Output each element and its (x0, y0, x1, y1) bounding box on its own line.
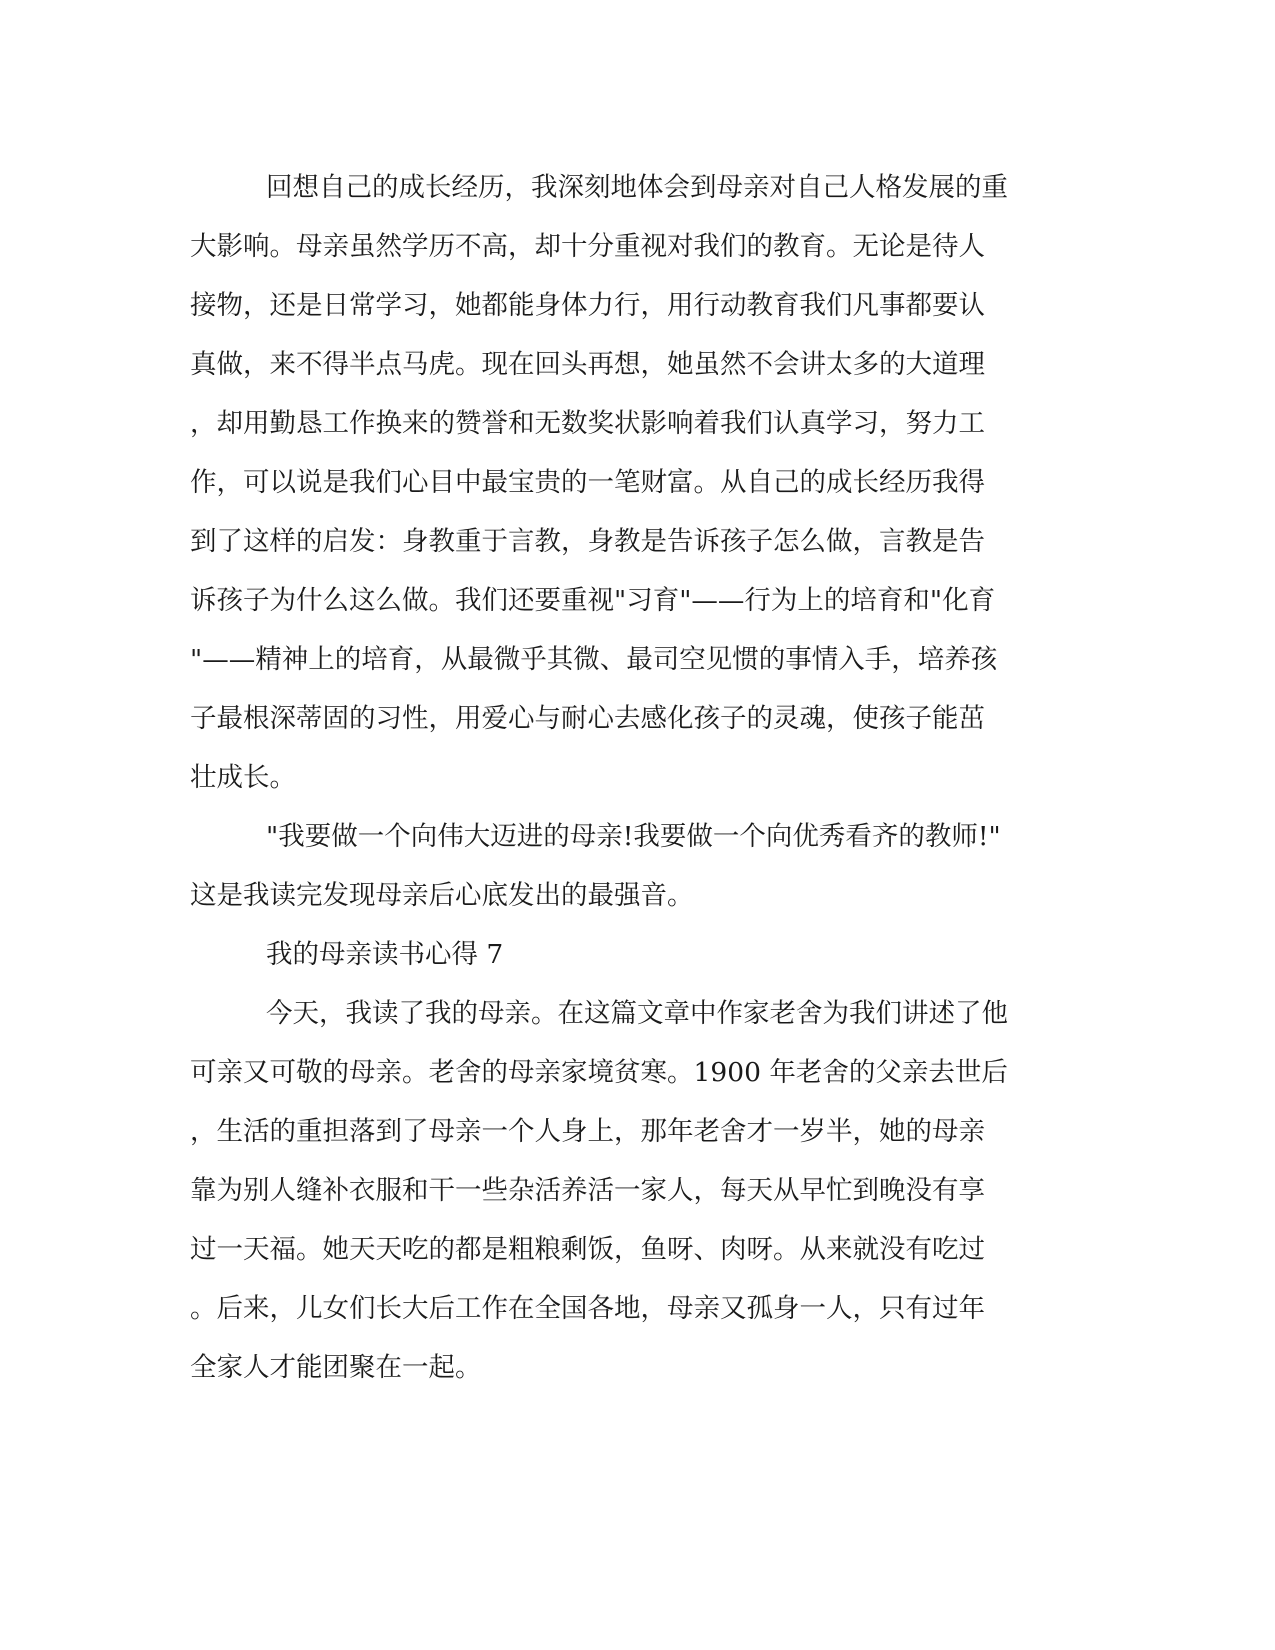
text-line: 大影响。母亲虽然学历不高，却十分重视对我们的教育。无论是待人 (190, 231, 985, 262)
text-line: 。后来，儿女们长大后工作在全国各地，母亲又孤身一人，只有过年 (190, 1293, 985, 1324)
text-line: 这是我读完发现母亲后心底发出的最强音。 (190, 880, 694, 911)
text-line: 子最根深蒂固的习性，用爱心与耐心去感化孩子的灵魂，使孩子能茁 (190, 703, 985, 734)
text-line: 接物，还是日常学习，她都能身体力行，用行动教育我们凡事都要认 (190, 290, 985, 321)
text-line: 壮成长。 (190, 762, 296, 793)
text-line: 真做，来不得半点马虎。现在回头再想，她虽然不会讲太多的大道理 (190, 349, 985, 380)
text-line: "——精神上的培育，从最微乎其微、最司空见惯的事情入手，培养孩 (190, 644, 998, 675)
text-line: 作，可以说是我们心目中最宝贵的一笔财富。从自己的成长经历我得 (190, 467, 985, 498)
text-line: 回想自己的成长经历，我深刻地体会到母亲对自己人格发展的重 (266, 172, 1008, 203)
text-line: 过一天福。她天天吃的都是粗粮剩饭，鱼呀、肉呀。从来就没有吃过 (190, 1234, 985, 1265)
text-line: 靠为别人缝补衣服和干一些杂活养活一家人，每天从早忙到晚没有享 (190, 1175, 985, 1206)
text-line: 全家人才能团聚在一起。 (190, 1352, 482, 1383)
text-line: 诉孩子为什么这么做。我们还要重视"习育"——行为上的培育和"化育 (190, 585, 996, 616)
text-line: ，生活的重担落到了母亲一个人身上，那年老舍才一岁半，她的母亲 (190, 1116, 985, 1147)
section-title: 我的母亲读书心得 7 (266, 939, 504, 970)
text-line: "我要做一个向伟大迈进的母亲!我要做一个向优秀看齐的教师!" (266, 821, 1001, 852)
text-line: 可亲又可敬的母亲。老舍的母亲家境贫寒。1900 年老舍的父亲去世后 (190, 1057, 1008, 1088)
text-line: ，却用勤恳工作换来的赞誉和无数奖状影响着我们认真学习，努力工 (190, 408, 985, 439)
text-line: 今天，我读了我的母亲。在这篇文章中作家老舍为我们讲述了他 (266, 998, 1008, 1029)
text-line: 到了这样的启发：身教重于言教，身教是告诉孩子怎么做，言教是告 (190, 526, 985, 557)
